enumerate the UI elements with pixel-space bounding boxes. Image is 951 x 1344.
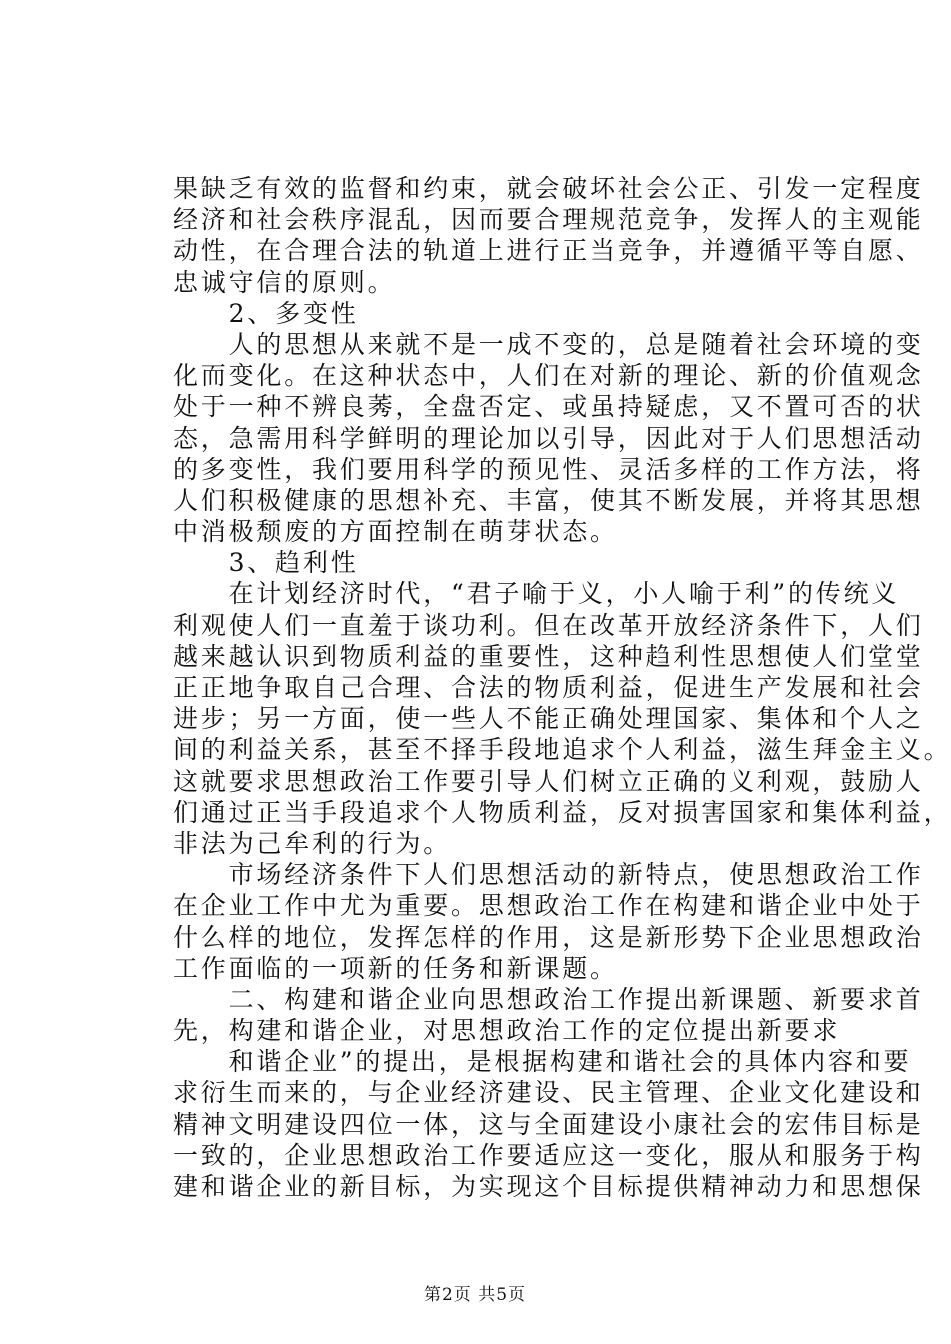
text-line: 处于一种不辨良莠，全盘否定、或虽持疑虑，又不置可否的状 (173, 392, 924, 422)
text-line: 忠诚守信的原则。 (173, 267, 396, 297)
text-line: 们通过正当手段追求个人物质利益，反对损害国家和集体利益， (173, 797, 951, 827)
text-line: 中消极颓废的方面控制在萌芽状态。 (173, 517, 618, 547)
section-heading: 二、构建和谐企业向思想政治工作提出新课题、新要求首 (173, 984, 924, 1014)
text-line: 求衍生而来的，与企业经济建设、民主管理、企业文化建设和 (173, 1078, 924, 1108)
text-line: 在计划经济时代，“君子喻于义，小人喻于利”的传统义 (173, 579, 900, 609)
text-line: 在企业工作中尤为重要。思想政治工作在构建和谐企业中处于 (173, 891, 924, 921)
text-line: 精神文明建设四位一体，这与全面建设小康社会的宏伟目标是 (173, 1109, 924, 1139)
text-line: 化而变化。在这种状态中，人们在对新的理论、新的价值观念 (173, 361, 924, 391)
text-line: 进步；另一方面，使一些人不能正确处理国家、集体和个人之 (173, 704, 924, 734)
text-line: 什么样的地位，发挥怎样的作用，这是新形势下企业思想政治 (173, 922, 924, 952)
text-line: 一致的，企业思想政治工作要适应这一变化，服从和服务于构 (173, 1140, 924, 1170)
text-line: 动性，在合理合法的轨道上进行正当竞争，并遵循平等自愿、 (173, 236, 924, 266)
text-line: 间的利益关系，甚至不择手段地追求个人利益，滋生拜金主义。 (173, 735, 951, 765)
text-line: 正正地争取自己合理、合法的物质利益，促进生产发展和社会 (173, 673, 924, 702)
text-line: 态，急需用科学鲜明的理论加以引导，因此对于人们思想活动 (173, 423, 924, 453)
section-heading: 2、多变性 (173, 298, 359, 328)
section-heading: 3、趋利性 (173, 548, 359, 578)
text-line: 工作面临的一项新的任务和新课题。 (173, 953, 618, 983)
text-line: 这就要求思想政治工作要引导人们树立正确的义利观，鼓励人 (173, 766, 924, 796)
text-line: 先，构建和谐企业，对思想政治工作的定位提出新要求 (173, 1016, 841, 1046)
text-line: 市场经济条件下人们思想活动的新特点，使思想政治工作 (173, 860, 924, 890)
text-line: 果缺乏有效的监督和约束，就会破坏社会公正、引发一定程度 (173, 174, 924, 203)
page-number-footer: 第2页 共5页 (423, 1285, 527, 1305)
text-line: 非法为己牟利的行为。 (173, 828, 452, 858)
text-line: 利观使人们一直羞于谈功利。但在改革开放经济条件下，人们 (173, 610, 924, 640)
text-line: 建和谐企业的新目标，为实现这个目标提供精神动力和思想保 (173, 1172, 924, 1201)
text-line: 经济和社会秩序混乱，因而要合理规范竞争，发挥人的主观能 (173, 205, 924, 235)
text-line: 和谐企业”的提出，是根据构建和谐社会的具体内容和要 (173, 1047, 912, 1077)
text-line: 人的思想从来就不是一成不变的，总是随着社会环境的变 (173, 329, 924, 359)
text-line: 人们积极健康的思想补充、丰富，使其不断发展，并将其思想 (173, 485, 924, 515)
text-line: 的多变性，我们要用科学的预见性、灵活多样的工作方法，将 (173, 454, 924, 484)
document-body (173, 173, 951, 1202)
text-line: 越来越认识到物质利益的重要性，这种趋利性思想使人们堂堂 (173, 641, 924, 671)
